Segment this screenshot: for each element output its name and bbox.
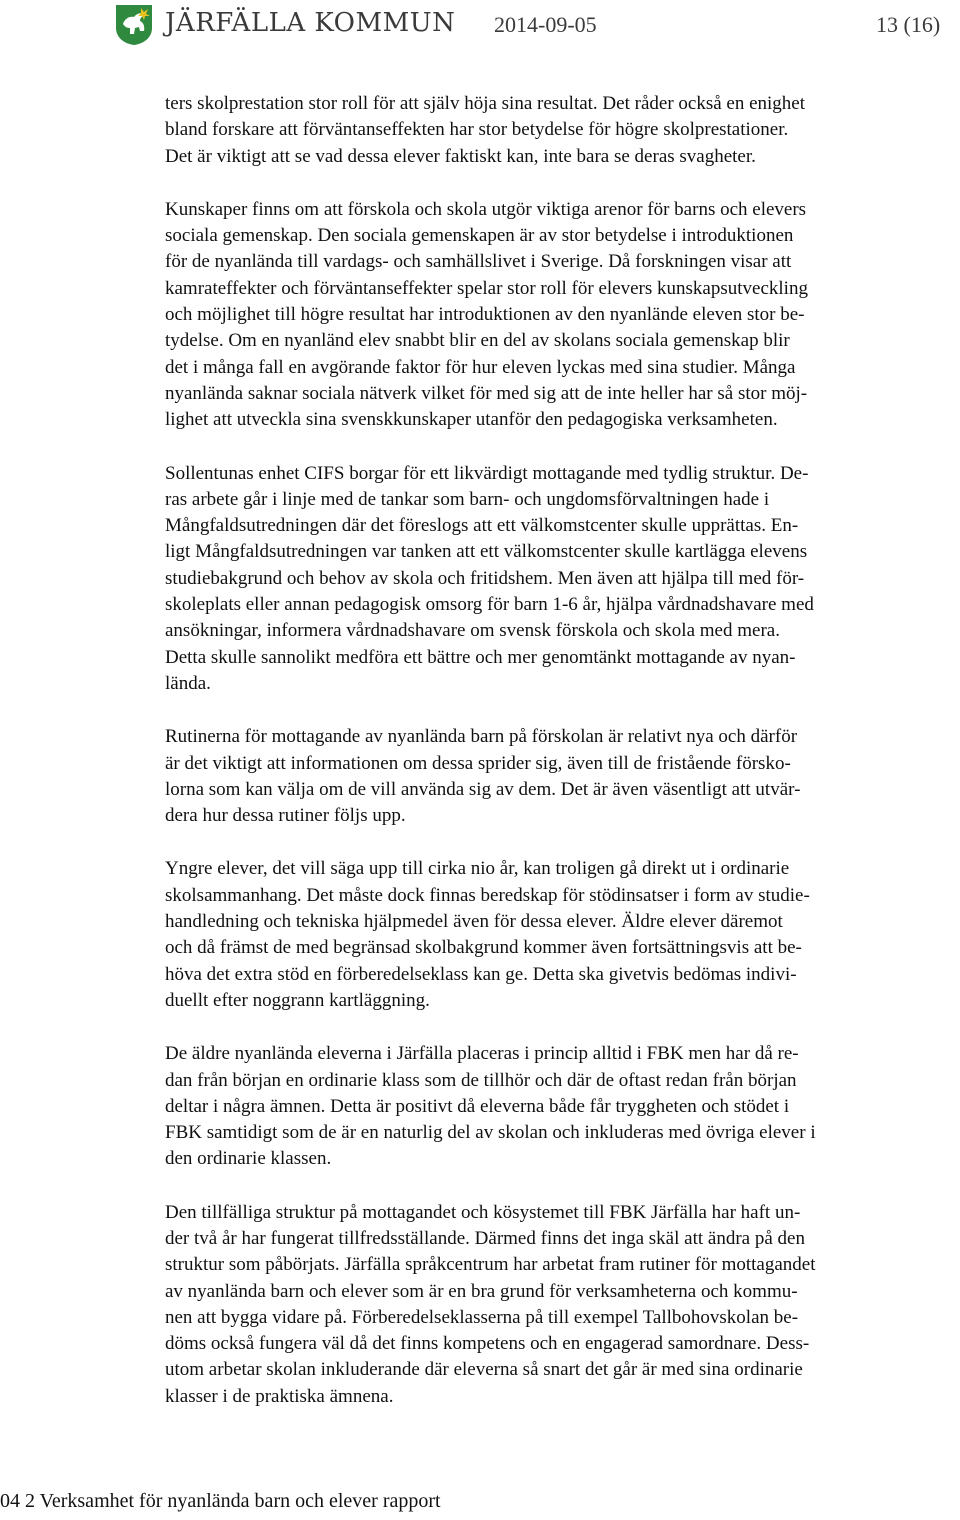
page-header <box>0 0 960 50</box>
organization-name: JÄRFÄLLA KOMMUN <box>165 8 456 38</box>
paragraph: ters skolprestation stor roll för att själv höja sina resultat. Det råder också en enighet bland forskare att förväntanseffekten har stor betydelse för högre skolprestationer. Det är viktigt att se vad dessa elever faktiskt kan, inte bara se deras svagheter. <box>165 93 806 167</box>
page-number: 13 (16) <box>876 12 941 37</box>
paragraph: Den tillfälliga struktur på mottagandet och kösystemet till FBK Järfälla har haft un- der två år har fungerat tillfredsställande. Därmed finns det inga skäl att ändra på den struktur som påbörjats. Järfälla språkcentrum har arbetat fram rutiner för mottagandet av nyanlända barn och elever som är en bra grund för verksamheterna och kommu- nen att bygga vidare på. Förberedelseklasserna på till exempel Tallbohovskolan be- döms också fungera väl då det finns kompetens och en engagerad samordnare. Dess- utom arbetar skolan inkluderande där eleverna så snart det går är med sina ordinarie klasser i de praktiska ämnena. <box>165 1201 816 1407</box>
paragraph: Rutinerna för mottagande av nyanlända barn på förskolan är relativt nya och därför är det viktigt att informationen om dessa sprider sig, även till de fristående försko- lorna som kan välja om de vill använda sig av dem. Det är även väsentligt att utvär- dera hur dessa rutiner följs upp. <box>165 726 801 827</box>
paragraph: Yngre elever, det vill säga upp till cirka nio år, kan troligen gå direkt ut i ordinarie skolsammanhang. Det måste dock finnas beredskap för stödinsatser i form av studie- handledning och tekniska hjälpmedel även för dessa elever. Äldre elever däremot och då främst de med begränsad skolbakgrund kommer även fortsättningsvis att be- höva det extra stöd en förberedelseklass kan ge. Detta ska givetvis bedömas indivi- duellt efter noggrann kartläggning. <box>165 858 810 1011</box>
document-body <box>165 91 960 1437</box>
paragraph: De äldre nyanlända eleverna i Järfälla placeras i princip alltid i FBK men har då re- dan från början en ordinarie klass som de tillhör och där de oftast redan från början deltar i några ämnen. Detta är positivt då eleverna både får tryggheten och stödet i FBK samtidigt som de är en naturlig del av skolan och inkluderas med övriga elever i den ordinarie klassen. <box>165 1043 816 1170</box>
document-date: 2014-09-05 <box>494 12 597 37</box>
paragraph: Kunskaper finns om att förskola och skola utgör viktiga arenor för barns och elevers sociala gemenskap. Den sociala gemenskapen är av stor betydelse i introduktionen för de nyanlända till vardags- och samhällslivet i Sverige. Då forskningen visar att kamrateffekter och förväntanseffekter spelar stor roll för elevers kunskapsutveckling och möjlighet till högre resultat har introduktionen av den nyanlände eleven stor be- tydelse. Om en nyanländ elev snabbt blir en del av skolans sociala gemenskap blir det i många fall en avgörande faktor för hur eleven lyckas med sina studier. Många nyanlända saknar sociala nätverk vilket för med sig att de inte heller har så stor möj- lighet att utveckla sina svenskkunskaper utanför den pedagogiska verksamheten. <box>165 198 808 431</box>
paragraph: Sollentunas enhet CIFS borgar för ett likvärdigt mottagande med tydlig struktur. De- ras arbete går i linje med de tankar som barn- och ungdomsförvaltningen hade i Mångfaldsutredningen där det föreslogs att ett välkomstcenter skulle upprättas. En- ligt Mångfaldsutredningen var tanken att ett välkomstcenter skulle kartlägga elevens studiebakgrund och behov av skola och fritidshem. Men även att hjälpa till med för- skoleplats eller annan pedagogisk omsorg för barn 1-6 år, hjälpa vårdnadshavare med ansökningar, informera vårdnadshavare om svensk förskola och skola med mera. Detta skulle sannolikt medföra ett bättre och mer genomtänkt mottagande av nyan- lända. <box>165 462 814 694</box>
document-footer: 04 2 Verksamhet för nyanlända barn och elever rapport <box>0 1490 441 1512</box>
jarfalla-coat-of-arms-icon <box>115 4 153 46</box>
